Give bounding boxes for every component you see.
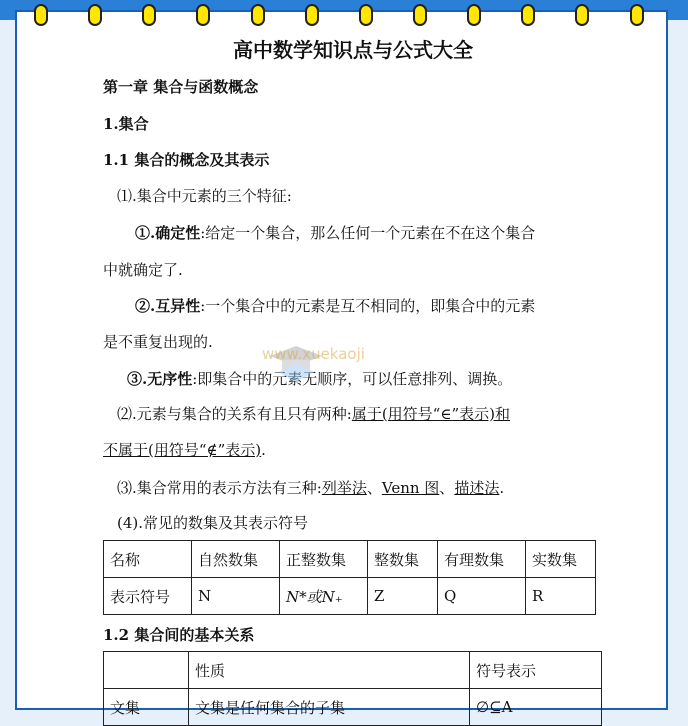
paragraph-features: ⑴.集合中元素的三个特征: bbox=[117, 187, 292, 205]
membership-text: ⑵.元素与集合的关系有且只有两种: bbox=[117, 405, 352, 423]
table-header-cell: 正整数集 bbox=[280, 541, 368, 578]
table-row bbox=[104, 541, 596, 578]
binder-ring bbox=[196, 4, 210, 26]
binder-ring bbox=[359, 4, 373, 26]
membership-not-belongs: 不属于(用符号“∉”表示) bbox=[103, 441, 262, 459]
subsection-heading-relations: 1.2 集合间的基本关系 bbox=[103, 626, 255, 644]
method-enumeration: 列举法 bbox=[321, 479, 367, 497]
paragraph-distinctness bbox=[135, 295, 535, 316]
paragraph-distinctness-cont: 是不重复出现的. bbox=[103, 333, 213, 351]
term-unordered: ③.无序性 bbox=[127, 370, 193, 388]
separator: 、 bbox=[439, 479, 455, 497]
method-venn: Venn 图 bbox=[381, 479, 440, 497]
table-header-cell: 名称 bbox=[104, 541, 192, 578]
table-header-cell: 有理数集 bbox=[437, 541, 525, 578]
binder-ring bbox=[575, 4, 589, 26]
paragraph-definiteness bbox=[135, 222, 535, 243]
paragraph-membership bbox=[117, 403, 510, 424]
term-definiteness: ①.确定性 bbox=[135, 224, 201, 242]
binder-ring bbox=[413, 4, 427, 26]
paragraph-membership-cont bbox=[103, 439, 266, 460]
paragraph-representation bbox=[117, 477, 504, 498]
binder-ring bbox=[467, 4, 481, 26]
table-row bbox=[104, 652, 602, 689]
table-header-cell: 整数集 bbox=[368, 541, 438, 578]
table-header-cell: 实数集 bbox=[526, 541, 596, 578]
relations-table bbox=[103, 651, 602, 726]
binder-ring bbox=[630, 4, 644, 26]
watermark-text: www.xuekaoji bbox=[262, 345, 365, 363]
table-cell: 文集是任何集合的子集 bbox=[189, 689, 470, 726]
table-row bbox=[104, 689, 602, 726]
representation-text: ⑶.集合常用的表示方法有三种: bbox=[117, 479, 322, 497]
table-header-cell: 性质 bbox=[189, 652, 470, 689]
table-cell: Q bbox=[437, 578, 525, 615]
membership-end: . bbox=[261, 441, 266, 459]
table-cell: R bbox=[526, 578, 596, 615]
table-header-cell bbox=[104, 652, 189, 689]
table-cell: ∅⊆A bbox=[470, 689, 602, 726]
method-description: 描述法 bbox=[454, 479, 500, 497]
term-distinctness: ②.互异性 bbox=[135, 297, 201, 315]
section-heading: 1.集合 bbox=[103, 115, 149, 133]
separator: 、 bbox=[366, 479, 382, 497]
binder-ring bbox=[251, 4, 265, 26]
table-cell: N bbox=[192, 578, 280, 615]
table-row bbox=[104, 578, 596, 615]
binder-ring bbox=[305, 4, 319, 26]
paragraph-number-sets: (4).常见的数集及其表示符号 bbox=[117, 514, 309, 532]
table-cell: 表示符号 bbox=[104, 578, 192, 615]
binder-rings bbox=[0, 4, 688, 30]
unordered-text: :即集合中的元素无顺序，可以任意排列、调换。 bbox=[192, 370, 513, 388]
binder-ring bbox=[88, 4, 102, 26]
page-title: 高中数学知识点与公式大全 bbox=[233, 38, 473, 62]
definiteness-text: :给定一个集合，那么任何一个元素在不在这个集合 bbox=[200, 224, 536, 242]
table-cell: 文集 bbox=[104, 689, 189, 726]
table-cell: N*或N₊ bbox=[280, 578, 368, 615]
number-sets-table bbox=[103, 540, 596, 615]
table-header-cell: 符号表示 bbox=[470, 652, 602, 689]
binder-ring bbox=[34, 4, 48, 26]
chapter-heading: 第一章 集合与函数概念 bbox=[103, 78, 259, 96]
binder-ring bbox=[521, 4, 535, 26]
table-header-cell: 自然数集 bbox=[192, 541, 280, 578]
binder-ring bbox=[142, 4, 156, 26]
table-cell: Z bbox=[368, 578, 438, 615]
representation-end: . bbox=[499, 479, 505, 497]
distinctness-text: :一个集合中的元素是互不相同的，即集合中的元素 bbox=[200, 297, 536, 315]
subsection-heading: 1.1 集合的概念及其表示 bbox=[103, 151, 270, 169]
membership-belongs: 属于(用符号“∈”表示)和 bbox=[351, 405, 510, 423]
paragraph-definiteness-cont: 中就确定了. bbox=[103, 261, 183, 279]
